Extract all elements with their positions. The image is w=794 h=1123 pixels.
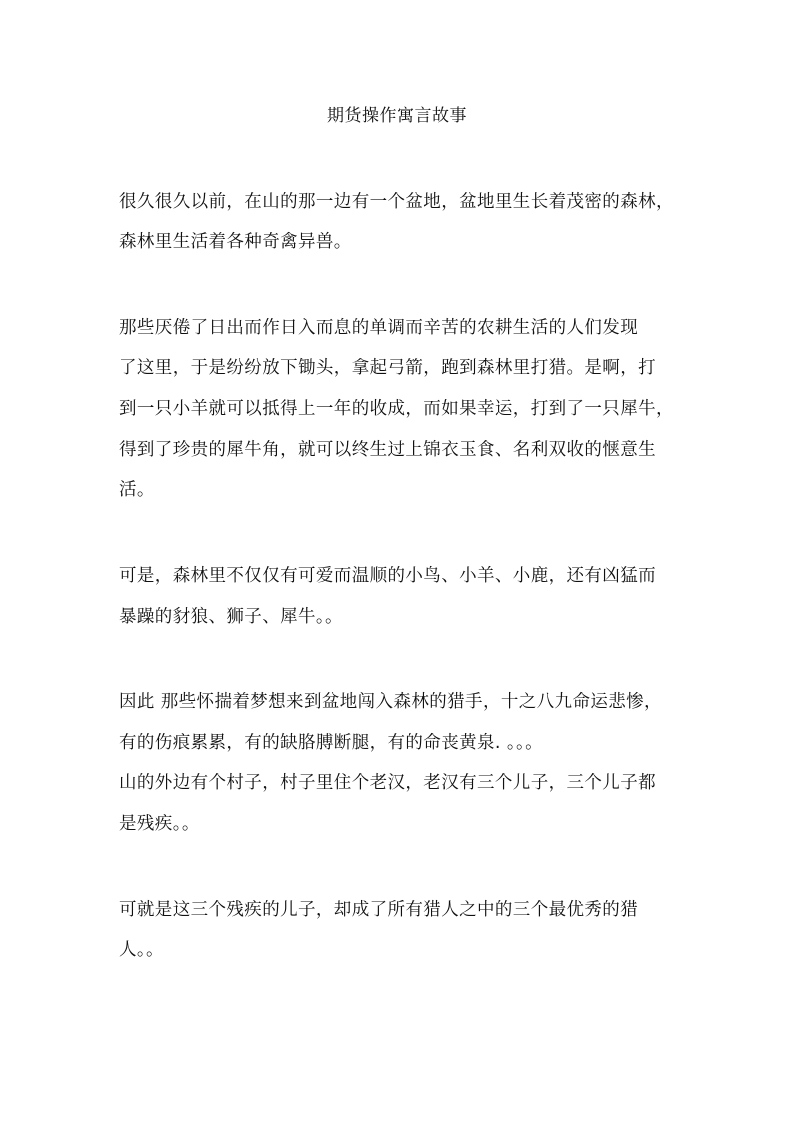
paragraph-line: 到一只小羊就可以抵得上一年的收成，而如果幸运，打到了一只犀牛， (119, 399, 674, 419)
paragraph-line: 因此 那些怀揣着梦想来到盆地闯入森林的猎手，十之八九命运悲惨， (119, 692, 662, 712)
paragraph-line: 森林里生活着各种奇禽异兽。 (119, 232, 352, 252)
paragraph-line: 了这里，于是纷纷放下锄头，拿起弓箭，跑到森林里打猎。是啊，打 (119, 358, 656, 378)
paragraph-line: 可就是这三个残疾的儿子，却成了所有猎人之中的三个最优秀的猎 (119, 900, 639, 920)
paragraph-line: 暴躁的豺狼、狮子、犀牛。。 (119, 607, 343, 627)
paragraph-line: 是残疾。。 (119, 814, 200, 834)
paragraph-line: 那些厌倦了日出而作日入而息的单调而辛苦的农耕生活的人们发现 (119, 318, 639, 338)
document-title: 期货操作寓言故事 (327, 106, 467, 126)
paragraph-line: 得到了珍贵的犀牛角，就可以终生过上锦衣玉食、名利双收的惬意生 (119, 440, 656, 460)
paragraph-line: 有的伤痕累累，有的缺胳膊断腿，有的命丧黄泉. 。。。 (119, 733, 544, 753)
paragraph-line: 山的外边有个村子，村子里住个老汉，老汉有三个儿子，三个儿子都 (119, 773, 656, 793)
paragraph-line: 人。。 (119, 940, 164, 960)
paragraph-line: 可是，森林里不仅仅有可爱而温顺的小鸟、小羊、小鹿，还有凶猛而 (119, 566, 656, 586)
paragraph-line: 活。 (119, 480, 155, 500)
paragraph-line: 很久很久以前，在山的那一边有一个盆地，盆地里生长着茂密的森林， (119, 192, 674, 212)
